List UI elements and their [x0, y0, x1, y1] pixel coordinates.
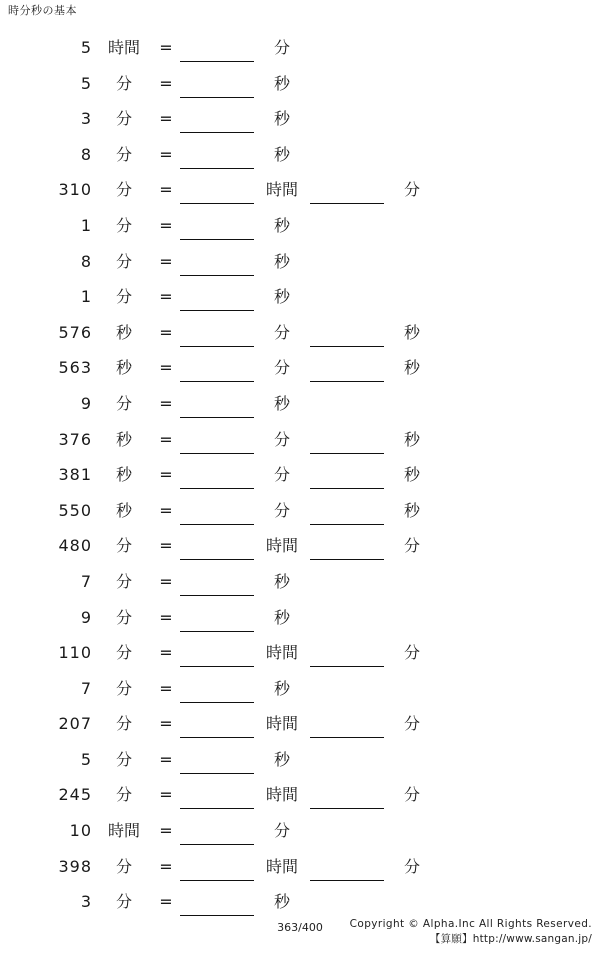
problem-value: 5 [80, 749, 92, 769]
answer-blank[interactable] [180, 320, 254, 347]
equals-sign: = [159, 109, 173, 129]
equals-sign: = [159, 73, 173, 93]
problem-value: 110 [58, 643, 92, 663]
answer-unit: 時間 [265, 643, 298, 663]
problem-value: 5 [80, 73, 92, 93]
problem-row [0, 819, 600, 855]
answer-unit: 秒 [273, 393, 290, 413]
problem-row [0, 428, 600, 464]
answer-unit: 秒 [273, 287, 290, 307]
answer-unit: 時間 [265, 714, 298, 734]
answer-blank[interactable] [180, 249, 254, 276]
problem-source-unit: 分 [115, 714, 132, 734]
answer-unit: 秒 [273, 215, 290, 235]
problem-source-unit: 時間 [107, 821, 140, 841]
answer-unit: 時間 [265, 180, 298, 200]
problem-source-unit: 分 [115, 536, 132, 556]
answer-blank[interactable] [310, 711, 384, 738]
problem-row [0, 534, 600, 570]
problem-row [0, 178, 600, 214]
answer-unit: 秒 [403, 500, 420, 520]
problem-source-unit: 分 [115, 892, 132, 912]
answer-blank[interactable] [180, 177, 254, 204]
equals-sign: = [159, 180, 173, 200]
equals-sign: = [159, 215, 173, 235]
answer-unit: 秒 [273, 251, 290, 271]
problem-source-unit: 分 [115, 144, 132, 164]
problem-value: 1 [80, 287, 92, 307]
answer-unit: 秒 [273, 607, 290, 627]
answer-unit: 分 [403, 785, 420, 805]
answer-blank[interactable] [180, 640, 254, 667]
equals-sign: = [159, 607, 173, 627]
problem-value: 7 [80, 571, 92, 591]
answer-blank[interactable] [310, 640, 384, 667]
answer-unit: 時間 [265, 856, 298, 876]
answer-blank[interactable] [180, 213, 254, 240]
equals-sign: = [159, 536, 173, 556]
answer-blank[interactable] [180, 355, 254, 382]
answer-unit: 秒 [273, 144, 290, 164]
answer-blank[interactable] [310, 355, 384, 382]
answer-unit: 分 [273, 322, 290, 342]
page-title: 時分秒の基本 [8, 4, 77, 17]
problem-value: 310 [58, 180, 92, 200]
problem-row [0, 463, 600, 499]
problem-row [0, 143, 600, 179]
answer-blank[interactable] [180, 711, 254, 738]
answer-unit: 分 [403, 536, 420, 556]
problem-row [0, 712, 600, 748]
answer-blank[interactable] [310, 782, 384, 809]
problem-source-unit: 秒 [115, 500, 132, 520]
problem-value: 550 [58, 500, 92, 520]
answer-blank[interactable] [180, 676, 254, 703]
copyright-notice: Copyright © Alpha.Inc All Rights Reserved. [349, 918, 592, 930]
answer-blank[interactable] [310, 498, 384, 525]
answer-unit: 分 [273, 38, 290, 57]
problem-source-unit: 秒 [115, 322, 132, 342]
problem-source-unit: 分 [115, 607, 132, 627]
answer-unit: 時間 [265, 536, 298, 556]
equals-sign: = [159, 322, 173, 342]
problem-row [0, 677, 600, 713]
problem-value: 480 [58, 536, 92, 556]
equals-sign: = [159, 465, 173, 485]
answer-unit: 分 [273, 821, 290, 841]
equals-sign: = [159, 287, 173, 307]
problem-row [0, 606, 600, 642]
problem-source-unit: 分 [115, 749, 132, 769]
problem-value: 207 [58, 714, 92, 734]
problem-source-unit: 分 [115, 856, 132, 876]
answer-blank[interactable] [180, 533, 254, 560]
problem-row [0, 748, 600, 784]
problem-value: 3 [80, 892, 92, 912]
answer-blank[interactable] [180, 498, 254, 525]
answer-unit: 分 [273, 465, 290, 485]
problem-row [0, 392, 600, 428]
answer-unit: 秒 [403, 429, 420, 449]
answer-blank[interactable] [180, 142, 254, 169]
answer-unit: 秒 [273, 109, 290, 129]
problem-row [0, 107, 600, 143]
problem-row [0, 72, 600, 108]
problem-source-unit: 分 [115, 180, 132, 200]
problem-value: 8 [80, 251, 92, 271]
equals-sign: = [159, 358, 173, 378]
problem-value: 563 [58, 358, 92, 378]
equals-sign: = [159, 785, 173, 805]
equals-sign: = [159, 251, 173, 271]
problem-source-unit: 分 [115, 109, 132, 129]
equals-sign: = [159, 821, 173, 841]
answer-blank[interactable] [180, 427, 254, 454]
problem-list [0, 36, 600, 926]
problem-source-unit: 秒 [115, 465, 132, 485]
equals-sign: = [159, 749, 173, 769]
equals-sign: = [159, 38, 173, 57]
page-footer [0, 912, 600, 952]
answer-blank[interactable] [180, 391, 254, 418]
problem-value: 7 [80, 678, 92, 698]
problem-value: 9 [80, 393, 92, 413]
answer-unit: 分 [403, 643, 420, 663]
problem-source-unit: 分 [115, 215, 132, 235]
problem-row [0, 356, 600, 392]
answer-unit: 秒 [273, 678, 290, 698]
equals-sign: = [159, 144, 173, 164]
problem-source-unit: 分 [115, 571, 132, 591]
problem-source-unit: 分 [115, 287, 132, 307]
page-number: 363/400 [277, 921, 323, 934]
answer-unit: 時間 [265, 785, 298, 805]
equals-sign: = [159, 429, 173, 449]
answer-blank[interactable] [180, 35, 254, 62]
problem-row [0, 641, 600, 677]
problem-source-unit: 秒 [115, 358, 132, 378]
answer-unit: 秒 [403, 322, 420, 342]
problem-source-unit: 時間 [107, 38, 140, 57]
answer-blank[interactable] [180, 605, 254, 632]
problem-source-unit: 分 [115, 643, 132, 663]
problem-value: 1 [80, 215, 92, 235]
problem-row [0, 285, 600, 321]
site-url: 【算願】http://www.sangan.jp/ [429, 933, 592, 945]
answer-blank[interactable] [180, 71, 254, 98]
problem-source-unit: 分 [115, 251, 132, 271]
answer-unit: 秒 [403, 358, 420, 378]
problem-source-unit: 分 [115, 73, 132, 93]
problem-value: 398 [58, 856, 92, 876]
answer-unit: 分 [403, 856, 420, 876]
problem-source-unit: 分 [115, 393, 132, 413]
answer-unit: 分 [273, 500, 290, 520]
problem-value: 381 [58, 465, 92, 485]
answer-blank[interactable] [180, 284, 254, 311]
problem-value: 245 [58, 785, 92, 805]
answer-blank[interactable] [310, 462, 384, 489]
equals-sign: = [159, 571, 173, 591]
problem-row [0, 214, 600, 250]
equals-sign: = [159, 500, 173, 520]
answer-blank[interactable] [310, 854, 384, 881]
answer-blank[interactable] [180, 747, 254, 774]
answer-blank[interactable] [310, 177, 384, 204]
problem-source-unit: 分 [115, 785, 132, 805]
equals-sign: = [159, 856, 173, 876]
answer-unit: 分 [403, 714, 420, 734]
answer-unit: 秒 [273, 73, 290, 93]
problem-value: 5 [80, 38, 92, 57]
problem-source-unit: 秒 [115, 429, 132, 449]
answer-unit: 分 [273, 358, 290, 378]
problem-row [0, 36, 600, 72]
problem-row [0, 250, 600, 286]
problem-row [0, 855, 600, 891]
problem-value: 8 [80, 144, 92, 164]
answer-blank[interactable] [180, 462, 254, 489]
answer-blank[interactable] [180, 106, 254, 133]
answer-blank[interactable] [180, 782, 254, 809]
answer-unit: 分 [403, 180, 420, 200]
equals-sign: = [159, 393, 173, 413]
answer-blank[interactable] [310, 427, 384, 454]
answer-unit: 分 [273, 429, 290, 449]
problem-row [0, 570, 600, 606]
problem-source-unit: 分 [115, 678, 132, 698]
answer-blank[interactable] [180, 818, 254, 845]
equals-sign: = [159, 678, 173, 698]
problem-value: 9 [80, 607, 92, 627]
answer-unit: 秒 [273, 571, 290, 591]
problem-value: 3 [80, 109, 92, 129]
problem-row [0, 321, 600, 357]
problem-value: 10 [69, 821, 92, 841]
problem-value: 376 [58, 429, 92, 449]
answer-blank[interactable] [310, 533, 384, 560]
problem-value: 576 [58, 322, 92, 342]
answer-blank[interactable] [310, 320, 384, 347]
answer-blank[interactable] [180, 854, 254, 881]
equals-sign: = [159, 714, 173, 734]
answer-unit: 秒 [403, 465, 420, 485]
answer-unit: 秒 [273, 749, 290, 769]
answer-unit: 秒 [273, 892, 290, 912]
problem-row [0, 499, 600, 535]
equals-sign: = [159, 892, 173, 912]
problem-row [0, 783, 600, 819]
answer-blank[interactable] [180, 569, 254, 596]
equals-sign: = [159, 643, 173, 663]
